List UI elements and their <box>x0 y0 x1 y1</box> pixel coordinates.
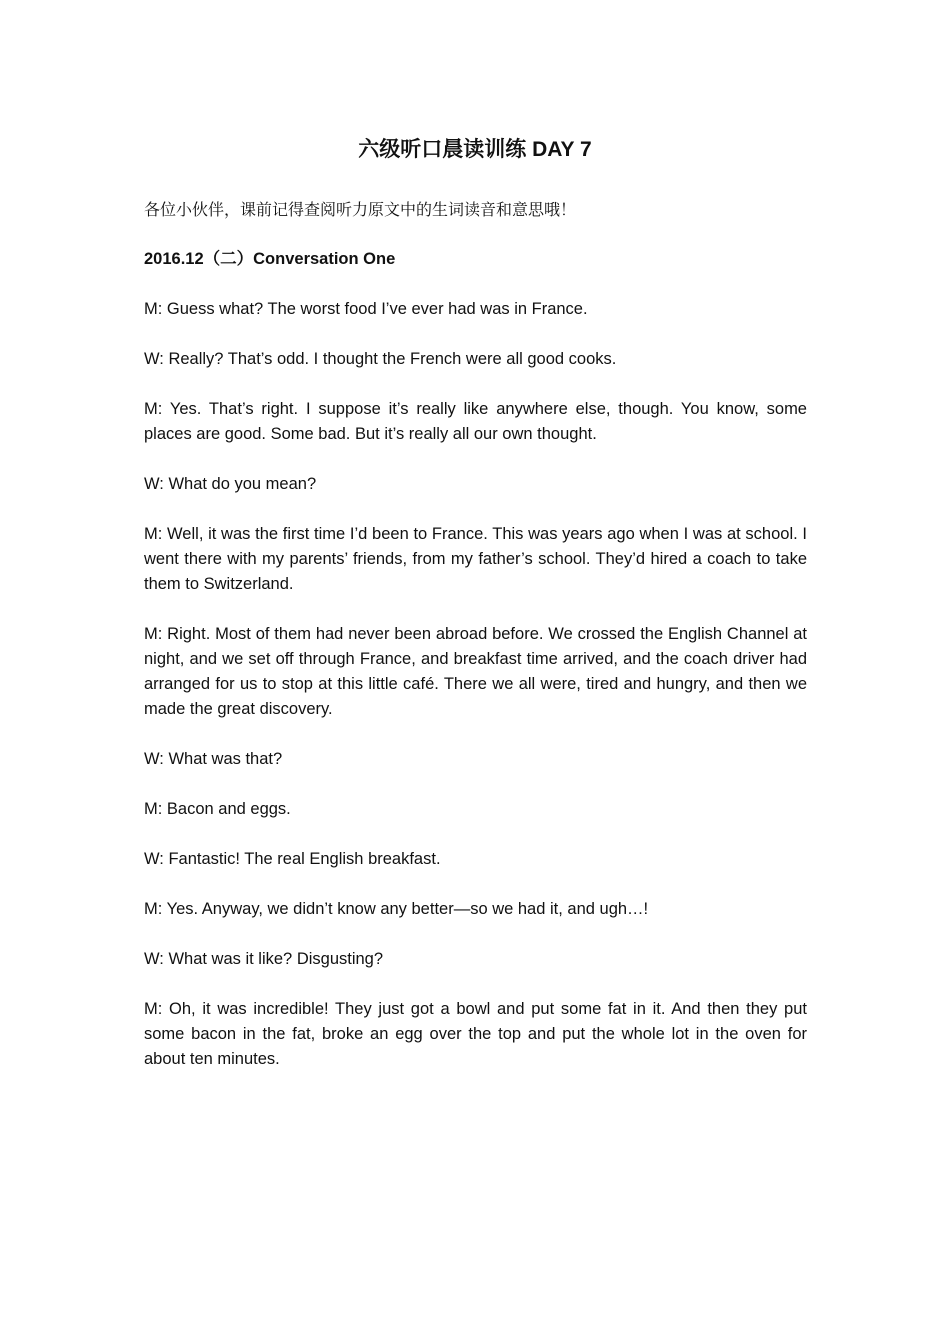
dialogue-line: W: What do you mean? <box>144 475 317 493</box>
dialogue-line: M: Guess what? The worst food I’ve ever had was in France. <box>144 300 588 318</box>
dialogue-line: W: Really? That’s odd. I thought the French were all good cooks. <box>144 350 617 368</box>
dialogue-line: M: Yes. Anyway, we didn’t know any better—so we had it, and ugh…! <box>144 900 649 918</box>
dialogue-line: M: Oh, it was incredible! They just got a bowl and put some fat in it. And then they put some bacon in the fat, broke an egg over the top and put the whole lot in the oven for about ten minutes. <box>144 1000 807 1068</box>
section-heading: 2016.12（二）Conversation One <box>144 250 396 268</box>
intro-note: 各位小伙伴，课前记得查阅听力原文中的生词读音和意思哦！ <box>144 200 577 219</box>
dialogue-line: M: Right. Most of them had never been abroad before. We crossed the English Channel at night, and we set off through France, and breakfast time arrived, and the coach driver had arranged for us to stop at this little café. There we all were, tired and hungry, and then we made the great discovery. <box>144 625 807 718</box>
dialogue-line: W: What was it like? Disgusting? <box>144 950 384 968</box>
dialogue-line: M: Well, it was the first time I’d been to France. This was years ago when I was at school. I went there with my parents’ friends, from my father’s school. They’d hired a coach to take them to Switzerland. <box>144 525 807 593</box>
dialogue-line: W: Fantastic! The real English breakfast. <box>144 850 441 868</box>
dialogue-line: M: Bacon and eggs. <box>144 800 291 818</box>
document-title: 六级听口晨读训练 DAY 7 <box>358 138 592 161</box>
dialogue-line: M: Yes. That’s right. I suppose it’s really like anywhere else, though. You know, some places are good. Some bad. But it’s really all our own thought. <box>144 400 807 443</box>
dialogue-line: W: What was that? <box>144 750 283 768</box>
document-body <box>144 197 807 1097</box>
